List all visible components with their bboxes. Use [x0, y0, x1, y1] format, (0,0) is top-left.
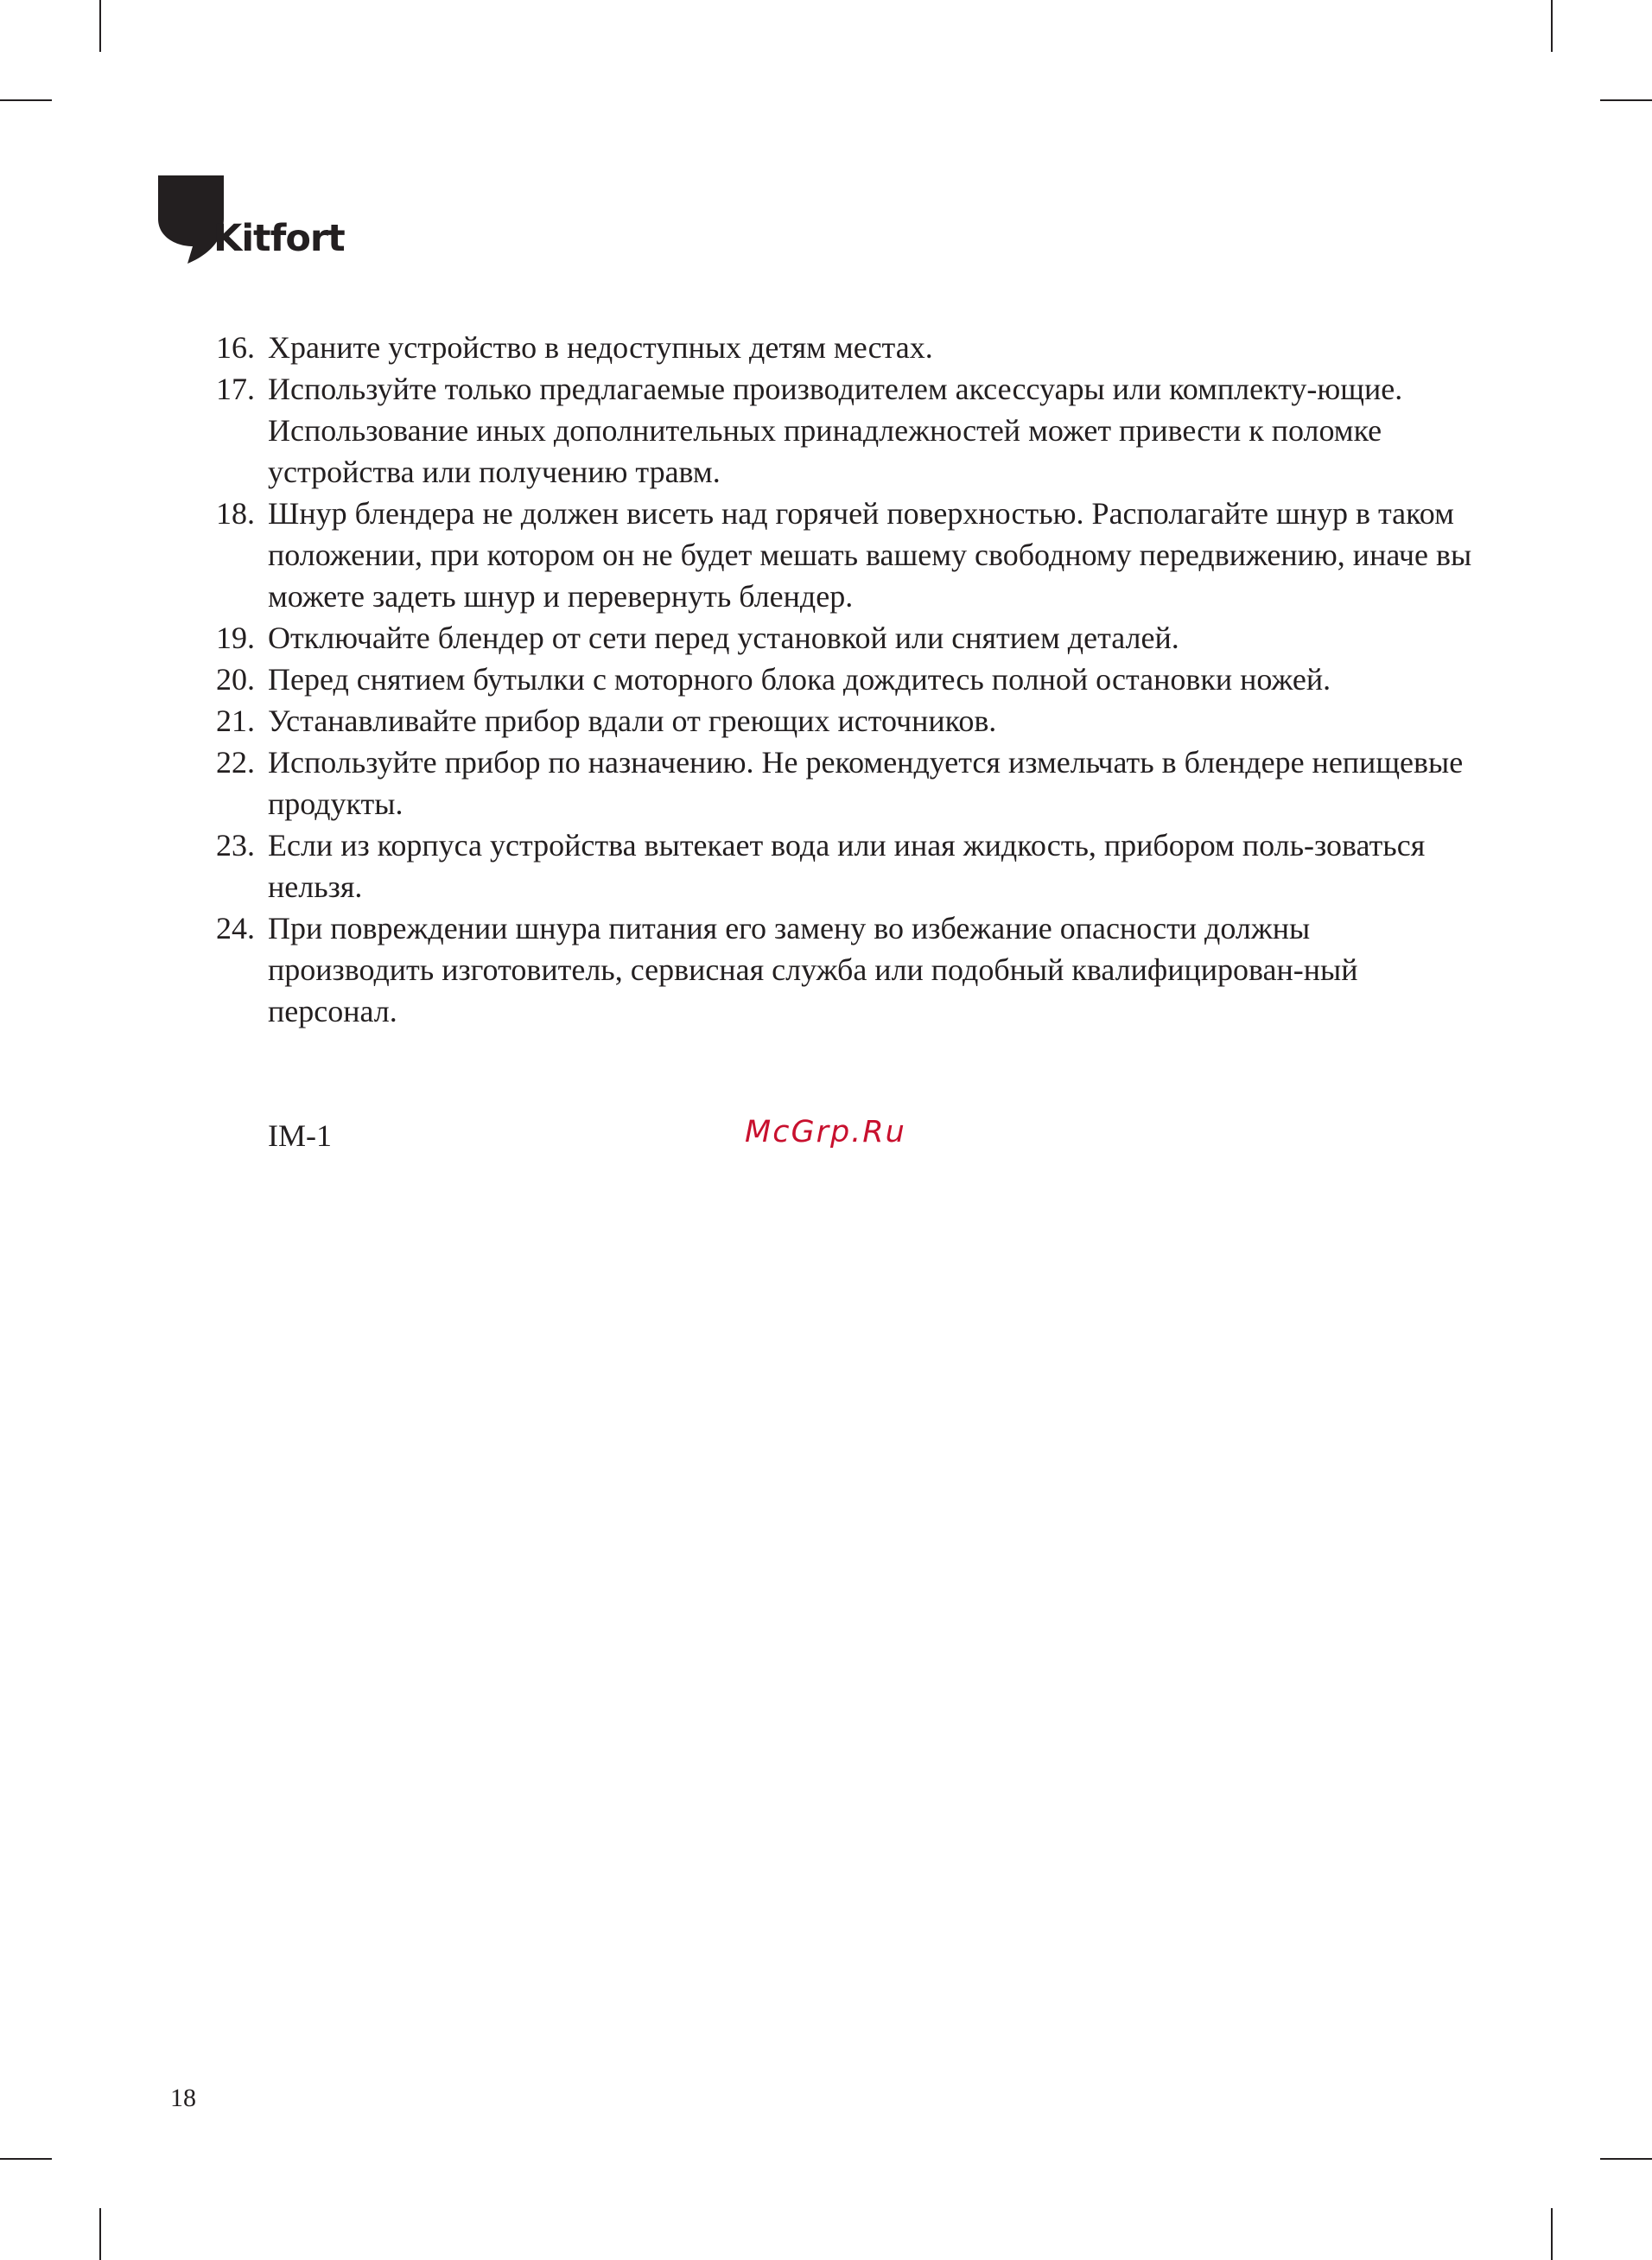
- crop-mark-right-top: [1600, 99, 1652, 101]
- item-number: 16.: [216, 330, 255, 365]
- crop-mark-left-top: [0, 99, 52, 101]
- list-item: [216, 368, 1477, 493]
- watermark-link[interactable]: McGrp.Ru: [745, 1115, 906, 1149]
- list-item: [216, 659, 1477, 700]
- list-item: [216, 824, 1477, 907]
- item-number: 23.: [216, 828, 255, 863]
- item-number: 24.: [216, 911, 255, 945]
- item-number: 22.: [216, 745, 255, 780]
- list-item: [216, 700, 1477, 742]
- brand-logo: [158, 175, 365, 271]
- item-number: 17.: [216, 372, 255, 406]
- list-item: [216, 493, 1477, 617]
- item-text: Отключайте блендер от сети перед установкой или снятием деталей.: [268, 621, 1179, 655]
- item-text: Устанавливайте прибор вдали от греющих источников.: [268, 703, 997, 738]
- model-code: IM-1: [268, 1118, 332, 1153]
- crop-mark-top-right: [1551, 0, 1553, 52]
- item-text: Шнур блендера не должен висеть над горячей поверхностью. Располагайте шнур в таком положении, при котором он не будет мешать вашему свободному передвижению, иначе вы можете задеть шнур и перевернуть блендер.: [268, 496, 1472, 614]
- list-item: [216, 742, 1477, 824]
- list-item: [216, 907, 1477, 1032]
- item-text: Перед снятием бутылки с моторного блока дождитесь полной остановки ножей.: [268, 662, 1331, 697]
- item-text: Если из корпуса устройства вытекает вода или иная жидкость, прибором поль-зоваться нельзя.: [268, 828, 1426, 904]
- item-text: Используйте прибор по назначению. Не рекомендуется измельчать в блендере непищевые продукты.: [268, 745, 1464, 821]
- item-text: При повреждении шнура питания его замену во избежание опасности должны производить изготовитель, сервисная служба или подобный квалифицирован-ный персонал.: [268, 911, 1358, 1028]
- brand-logo-text: Kitfort: [213, 217, 345, 260]
- crop-mark-top-left: [99, 0, 101, 52]
- crop-mark-right-bottom: [1600, 2158, 1652, 2160]
- crop-mark-bottom-left: [99, 2208, 101, 2260]
- item-number: 19.: [216, 621, 255, 655]
- item-number: 20.: [216, 662, 255, 697]
- page-number: 18: [170, 2084, 196, 2112]
- item-text: Храните устройство в недоступных детям местах.: [268, 330, 933, 365]
- safety-instructions-list: [216, 327, 1477, 1032]
- list-item: [216, 327, 1477, 368]
- item-number: 18.: [216, 496, 255, 531]
- list-item: [216, 617, 1477, 659]
- item-text: Используйте только предлагаемые производителем аксессуары или комплекту-ющие. Использование иных дополнительных принадлежностей может привести к поломке устройства или получению травм.: [268, 372, 1403, 489]
- item-number: 21.: [216, 703, 255, 738]
- crop-mark-bottom-right: [1551, 2208, 1553, 2260]
- crop-mark-left-bottom: [0, 2158, 52, 2160]
